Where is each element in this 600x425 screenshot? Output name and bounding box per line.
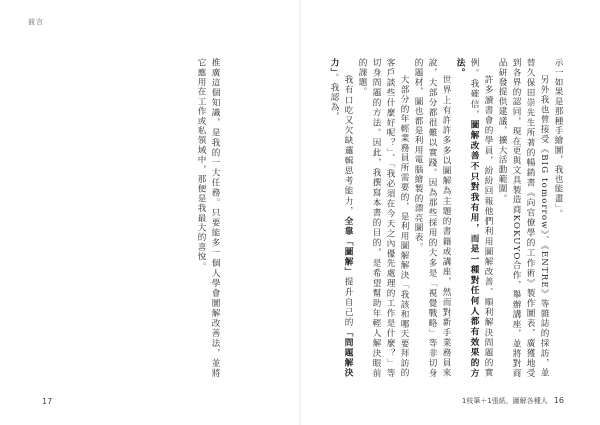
left-page-body [150,58,222,378]
right-paragraph-3 [453,58,495,378]
right-paragraph-4: 世界上有許許多多以圖解為主題的書籍或講座，然而對新手業務員來說，大部分都很難以實踐。因為那些採用的大多是「視覺戰略」等非切身的題材，圖也都是利用電腦繪製的漂亮圖表。 [413,58,451,378]
running-head: 前言 [28,18,44,26]
paragraph-6-bold-1: 全靠「圖解」 [343,216,353,278]
paragraph-6-text-b: 提升自己的 [343,277,353,328]
book-title: 1枝筆＋1張紙，圖解各種人 [461,397,548,405]
left-paragraph-1: 推廣這個知識，是我的一大任務。只要能多一個人學會圖解改善法，並將它應用在工作或私領域中，那便是我最大的喜悅。 [196,58,220,378]
page-gutter [299,0,301,425]
left-page-number: 17 [42,397,53,406]
right-paragraph-6 [327,58,355,378]
right-page-body [329,58,565,379]
paragraph-6-text-a: 我有口吃又欠缺邏輯思考能力， [343,75,353,217]
right-paragraph-5: 大部分的年輕業務員所需要的，是利用圖解解決「我該和哪天要拜訪的客戶談些什麼好呢？」、「我必須在今天之內優先處理的工作是什麼？」等切身問題的方法。因此，我撰寫本書的目的，是希望幫助年輕人解決眼前的課題。 [357,58,409,378]
right-paragraph-1: 示一如果是那種手繪圖，我也能畫」。 [553,58,563,219]
right-page-number: 16 [553,396,564,405]
right-paragraph-2: 另外我也曾接受《BIG tomorrow》、《ENTRE》等雜誌的採訪，並替久保田崇先生所著的暢銷書《向官僚學的工作術》製作圖表，廣獲地受到各界的認同，現在更與文具製造商KOKUYO合作，舉辦講座，並將對商品研發提供建議，擴大活動範圍。 [497,58,549,378]
paragraph-3-bold: 圖解改善不只對我有用，而是一種對任何人都有效果的方法。 [455,58,479,378]
paragraph-6-text-c: 。我認為， [329,73,339,122]
right-page-folio [462,396,564,406]
paragraph-6-bold-2: 「問題解決力」 [329,58,353,379]
paragraph-3-text: 許多讀書會的學員，紛紛回報他們利用圖解改善、順利解決問題的實例。我確信， [469,58,493,378]
